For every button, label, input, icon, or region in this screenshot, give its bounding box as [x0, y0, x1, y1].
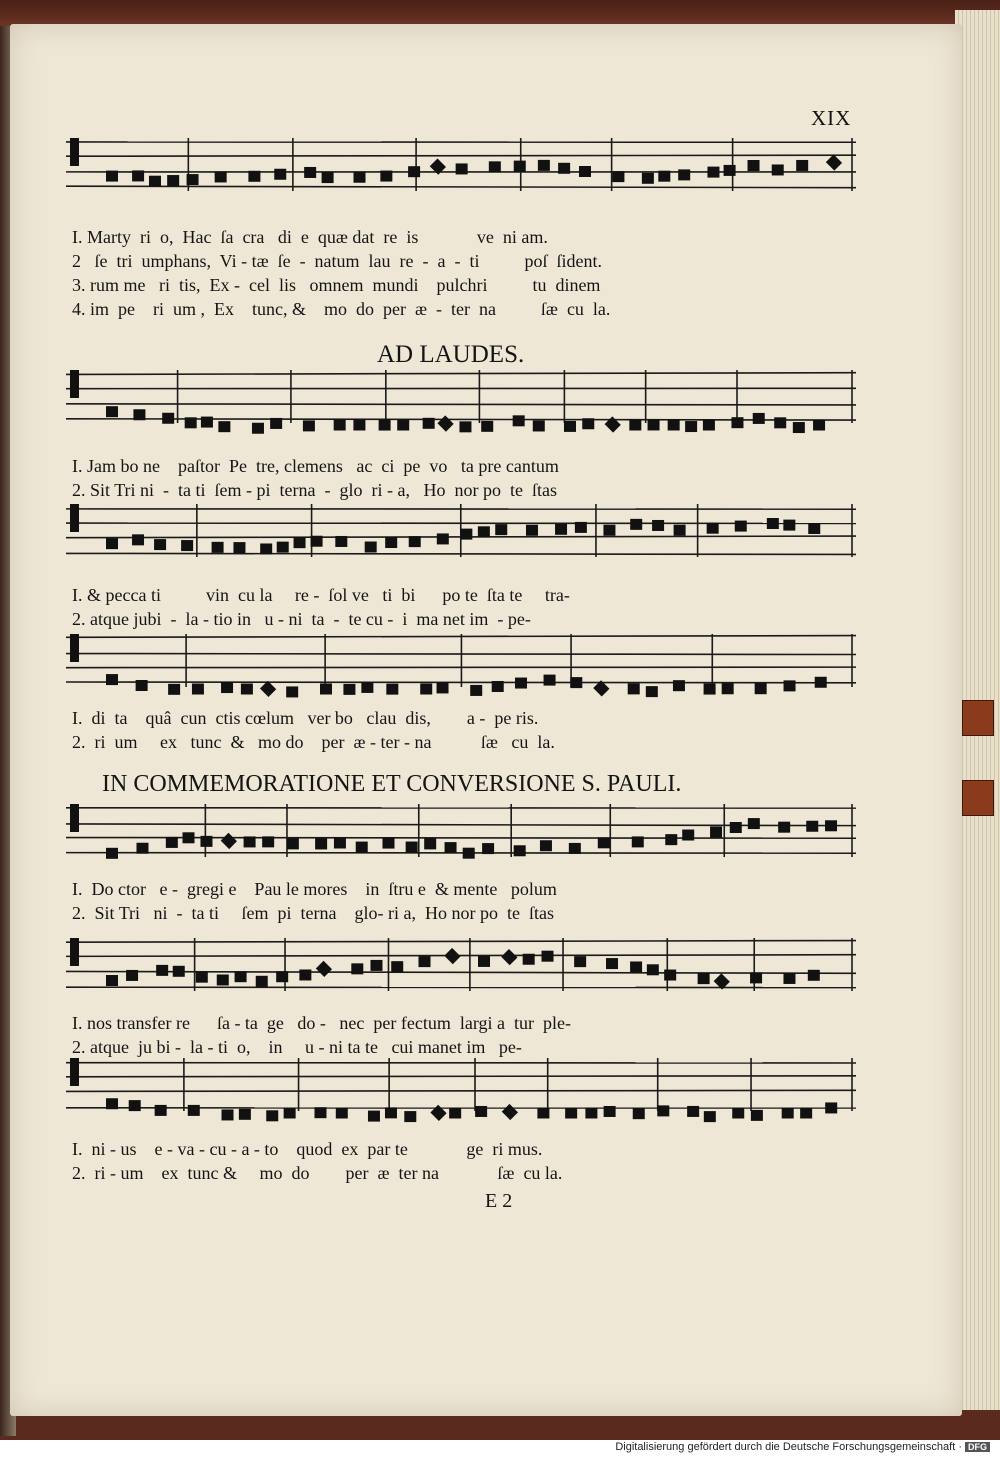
neume [674, 525, 686, 536]
bookmark-tab [962, 700, 994, 736]
neume [459, 421, 471, 432]
neume [391, 961, 403, 972]
lyric-line: 2 ſe tri umphans, Vi - tæ ſe - natum lau re - a - ti poſ ſident. [72, 251, 602, 271]
neume [604, 1106, 616, 1117]
neume [748, 818, 760, 829]
neume [732, 1108, 744, 1119]
neume [233, 542, 245, 553]
neume [351, 963, 363, 974]
neume [513, 415, 525, 426]
neume [168, 684, 180, 695]
page-number: XIX [811, 106, 852, 130]
neume [502, 1104, 518, 1120]
neume [630, 961, 642, 972]
neume [628, 683, 640, 694]
neume [187, 174, 199, 185]
neume [154, 539, 166, 550]
neume [408, 166, 420, 177]
neume [772, 164, 784, 175]
neume [274, 169, 286, 180]
neume [106, 1098, 118, 1109]
neume [753, 413, 765, 424]
neume [181, 540, 193, 551]
neume [722, 683, 734, 694]
neume [284, 1108, 296, 1119]
c-clef-icon [70, 370, 79, 398]
neume [235, 971, 247, 982]
neume [537, 1108, 549, 1119]
neume [149, 176, 161, 187]
neume [217, 974, 229, 985]
neume [409, 536, 421, 547]
neume [256, 976, 268, 987]
neume [813, 420, 825, 431]
neume [304, 167, 316, 178]
neume [132, 170, 144, 181]
neume [687, 1106, 699, 1117]
neume [767, 518, 779, 529]
neume [356, 842, 368, 853]
neume [315, 838, 327, 849]
book-binding [0, 0, 1000, 26]
neume [353, 420, 365, 431]
staff [66, 362, 856, 452]
neume [106, 674, 118, 685]
neume [456, 163, 468, 174]
neume [748, 160, 760, 171]
neume [632, 836, 644, 847]
c-clef-icon [70, 1058, 79, 1086]
neume [316, 961, 332, 977]
neume [569, 843, 581, 854]
lyric-line: 3. rum me ri tis, Ex - cel lis omnem mundi pulchri tu dinem [72, 275, 601, 295]
neume [783, 973, 795, 984]
dfg-logo: DFG [965, 1442, 990, 1452]
neume [156, 965, 168, 976]
c-clef-icon [70, 504, 79, 532]
neume [294, 537, 306, 548]
neume [276, 971, 288, 982]
neume [287, 838, 299, 849]
neume [647, 964, 659, 975]
neume [540, 840, 552, 851]
lyric-line: I. & pecca ti vin cu la re - ſol ve ti bi po te ſta te tra- [72, 585, 570, 605]
neume [106, 406, 118, 417]
neume [262, 836, 274, 847]
lyric-line: I. di ta quâ cun ctis cœlum ver bo clau dis, a - pe ris. [72, 708, 539, 728]
neume [642, 173, 654, 184]
neume [277, 542, 289, 553]
neume [136, 843, 148, 854]
neume [489, 161, 501, 172]
bookmark-tab [962, 780, 994, 816]
neume [343, 684, 355, 695]
neume [299, 969, 311, 980]
neume [575, 522, 587, 533]
neume [570, 677, 582, 688]
neume [162, 413, 174, 424]
neume [336, 1108, 348, 1119]
neume [420, 684, 432, 695]
neume [482, 843, 494, 854]
neume [354, 172, 366, 183]
neume [808, 970, 820, 981]
neume [365, 542, 377, 553]
neume [523, 954, 535, 965]
neume [574, 956, 586, 967]
neume [664, 970, 676, 981]
neume [806, 821, 818, 832]
c-clef-icon [70, 938, 79, 966]
neume [565, 1108, 577, 1119]
lyric-line: 2. Sit Tri ni - ta ti ſem pi terna glo- ri a, Ho nor po te ſtas [72, 903, 554, 923]
neume [404, 1111, 416, 1122]
neume [826, 154, 842, 170]
neume [514, 161, 526, 172]
neume [481, 421, 493, 432]
neume [196, 972, 208, 983]
neume [386, 684, 398, 695]
neume [538, 160, 550, 171]
neume [449, 1108, 461, 1119]
neume [444, 948, 460, 964]
lyric-line: 2. ri um ex tunc & mo do per æ - ter - na ſæ cu la. [72, 732, 555, 752]
neume [248, 171, 260, 182]
neume [673, 680, 685, 691]
neume [286, 686, 298, 697]
lyric-line: 2. atque jubi - la - tio in u - ni ta - te cu - i ma net im - pe- [72, 609, 531, 629]
neume [106, 975, 118, 986]
staff [66, 796, 856, 886]
c-clef-icon [70, 804, 79, 832]
neume [218, 421, 230, 432]
neume [126, 970, 138, 981]
neume [658, 171, 670, 182]
neume [735, 521, 747, 532]
neume [730, 822, 742, 833]
neume [796, 160, 808, 171]
lyric-line: I. Do ctor e - gregi e Pau le mores in ſtru e & mente polum [72, 879, 557, 899]
lyric-line: 2. atque ju bi - la - ti o, in u - ni ta te cui manet im pe- [72, 1037, 522, 1057]
neume [782, 1108, 794, 1119]
staff [66, 1050, 856, 1140]
neume [646, 686, 658, 697]
neume [106, 171, 118, 182]
neume [185, 417, 197, 428]
neume [385, 537, 397, 548]
staff [66, 496, 856, 586]
lyric-line: I. nos transfer re ſa - ta ge do - nec per fectum largi a tur ple- [72, 1013, 571, 1033]
heading-ad-laudes: AD LAUDES. [377, 341, 525, 368]
neume [419, 956, 431, 967]
neume [460, 529, 472, 540]
neume [612, 171, 624, 182]
neume [555, 524, 567, 535]
staff [66, 930, 856, 1020]
neume [129, 1100, 141, 1111]
neume [212, 542, 224, 553]
neume [710, 826, 722, 837]
neume [731, 417, 743, 428]
neume [606, 958, 618, 969]
neume [558, 163, 570, 174]
neume [657, 1105, 669, 1116]
neume [682, 830, 694, 841]
neume [132, 534, 144, 545]
neume [173, 966, 185, 977]
neume [406, 842, 418, 853]
neume [492, 681, 504, 692]
neume [222, 1109, 234, 1120]
neume [192, 684, 204, 695]
neume [470, 685, 482, 696]
neume [514, 845, 526, 856]
heading-conversion-pauli: IN COMMEMORATIONE ET CONVERSIONE S. PAULI. [102, 771, 682, 797]
lyric-line: I. Jam bo ne paſtor Pe tre, clemens ac ci pe vo ta pre cantum [72, 456, 559, 476]
neume [630, 519, 642, 530]
staff [66, 626, 856, 716]
neume [652, 520, 664, 531]
neume [136, 680, 148, 691]
neume [629, 420, 641, 431]
lyric-line: 2. Sit Tri ni - ta ti ſem - pi terna - glo ri - a, Ho nor po te ſtas [72, 480, 557, 500]
neume [605, 416, 621, 432]
neume [815, 677, 827, 688]
neume [704, 1111, 716, 1122]
neume [774, 417, 786, 428]
neume [755, 683, 767, 694]
neume [585, 1108, 597, 1119]
c-clef-icon [70, 138, 79, 166]
neume [533, 420, 545, 431]
neume [244, 836, 256, 847]
neume [201, 417, 213, 428]
footer-credit [600, 1441, 990, 1457]
neume [526, 525, 538, 536]
neume [544, 675, 556, 686]
neume [260, 681, 276, 697]
neume [266, 1110, 278, 1121]
neume [750, 972, 762, 983]
neume [778, 822, 790, 833]
neume [668, 420, 680, 431]
staff [66, 130, 856, 220]
neume [188, 1105, 200, 1116]
neume [315, 1107, 327, 1118]
neume [424, 838, 436, 849]
neume [320, 684, 332, 695]
neume [166, 837, 178, 848]
neume [698, 973, 710, 984]
neume [501, 949, 517, 965]
neume [200, 836, 212, 847]
lyric-line: 2. ri - um ex tunc & mo do per æ ter na ſæ cu la. [72, 1163, 563, 1183]
neume [155, 1105, 167, 1116]
lyric-line: I. ni - us e - va - cu - a - to quod ex par te ge ri mus. [72, 1139, 543, 1159]
neume [783, 520, 795, 531]
signature-mark: E 2 [485, 1190, 513, 1212]
neume [221, 833, 237, 849]
neume [648, 419, 660, 430]
neume [808, 523, 820, 534]
neume [270, 418, 282, 429]
neume [167, 175, 179, 186]
neume [370, 960, 382, 971]
neume [106, 848, 118, 859]
neume [793, 422, 805, 433]
neume [423, 418, 435, 429]
neume [382, 838, 394, 849]
neume [397, 420, 409, 431]
neume [784, 680, 796, 691]
neume [475, 1106, 487, 1117]
neume [437, 415, 453, 431]
neume [303, 420, 315, 431]
neume [361, 682, 373, 693]
neume [582, 418, 594, 429]
neume [252, 423, 264, 434]
neume [379, 420, 391, 431]
neume [707, 523, 719, 534]
neume [542, 951, 554, 962]
neume [311, 536, 323, 547]
neume [183, 832, 195, 843]
neume [368, 1111, 380, 1122]
neume [239, 1109, 251, 1120]
neume [685, 421, 697, 432]
neume [564, 421, 576, 432]
neume [241, 684, 253, 695]
neume [603, 525, 615, 536]
neume [463, 848, 475, 859]
neume [800, 1108, 812, 1119]
neume [678, 169, 690, 180]
neume [133, 409, 145, 420]
neume [751, 1110, 763, 1121]
neume [515, 678, 527, 689]
neume [665, 834, 677, 845]
neume [579, 166, 591, 177]
neume [437, 533, 449, 544]
footer-text: Digitalisierung gefördert durch die Deutsche Forschungsgemeinschaft · [615, 1441, 962, 1453]
neume [334, 838, 346, 849]
neume [334, 420, 346, 431]
neume [221, 682, 233, 693]
neume [633, 1108, 645, 1119]
neume [825, 820, 837, 831]
neume [478, 956, 490, 967]
neume [335, 536, 347, 547]
lyric-line: I. Marty ri o, Hac ſa cra di e quæ dat re is ve ni am. [72, 227, 548, 247]
neume [825, 1102, 837, 1113]
c-clef-icon [70, 634, 79, 662]
neume [380, 171, 392, 182]
neume [495, 524, 507, 535]
neume [106, 538, 118, 549]
neume [724, 165, 736, 176]
neume [707, 167, 719, 178]
neume [260, 543, 272, 554]
neume [703, 420, 715, 431]
neume [445, 842, 457, 853]
neume [215, 171, 227, 182]
lyric-line: 4. im pe ri um , Ex tunc, & mo do per æ - ter na ſæ cu la. [72, 299, 611, 319]
neume [437, 682, 449, 693]
neume [478, 526, 490, 537]
neume [704, 684, 716, 695]
neume [385, 1107, 397, 1118]
neume [598, 837, 610, 848]
neume [322, 172, 334, 183]
